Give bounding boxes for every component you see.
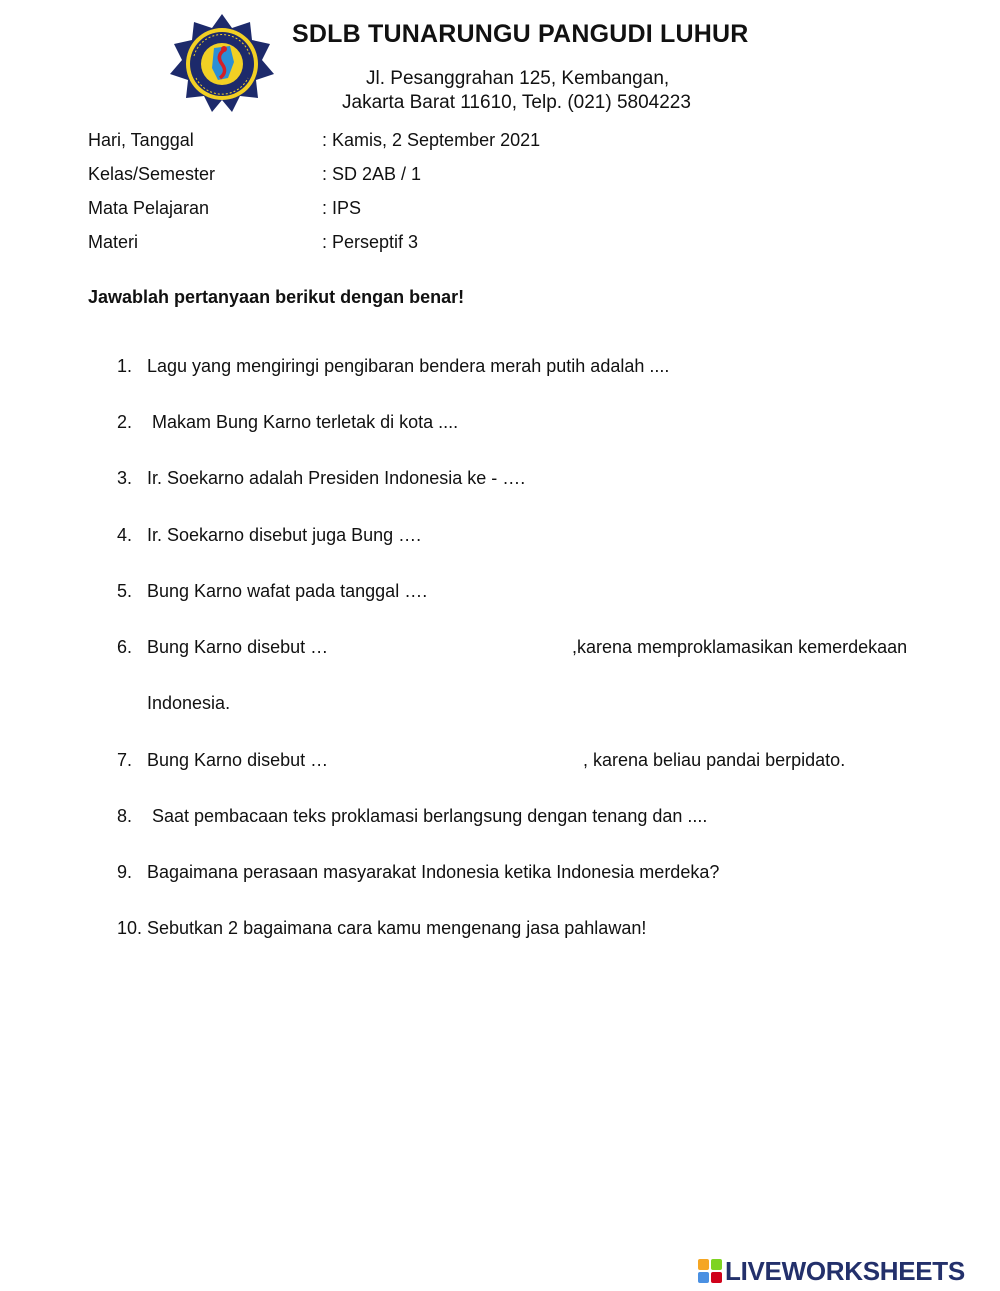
school-emblem-icon: [166, 12, 278, 116]
question-number: 5.: [117, 581, 133, 601]
school-address-line1: Jl. Pesanggrahan 125, Kembangan,: [366, 68, 670, 89]
question-number: 8.: [117, 806, 133, 826]
question-text: Saat pembacaan teks proklamasi berlangsung dengan tenang dan ....: [152, 806, 708, 826]
question-text: Sebutkan 2 bagaimana cara kamu mengenang jasa pahlawan!: [147, 918, 647, 938]
question-number: 10.: [117, 918, 143, 938]
question-number: 7.: [117, 750, 133, 770]
school-name: SDLB TUNARUNGU PANGUDI LUHUR: [292, 20, 749, 48]
school-address-line2: Jakarta Barat 11610, Telp. (021) 5804223: [342, 92, 691, 113]
question-text-after-blank: , karena beliau pandai berpidato.: [583, 750, 846, 770]
question-text: Bung Karno wafat pada tanggal ….: [147, 581, 428, 601]
question-text-after-blank: ,karena memproklamasikan kemerdekaan: [572, 637, 908, 657]
question-text: Ir. Soekarno adalah Presiden Indonesia ke - ….: [147, 468, 526, 488]
question-number: 9.: [117, 862, 133, 882]
question-text: Indonesia.: [147, 693, 231, 713]
info-label: Mata Pelajaran: [88, 198, 210, 218]
instruction-heading: Jawablah pertanyaan berikut dengan benar!: [88, 287, 465, 307]
question-text: Bung Karno disebut …: [147, 637, 329, 657]
info-label: Materi: [88, 232, 139, 252]
info-label: Kelas/Semester: [88, 164, 216, 184]
question-text: Lagu yang mengiringi pengibaran bendera merah putih adalah ....: [147, 356, 670, 376]
question-text: Bagaimana perasaan masyarakat Indonesia ketika Indonesia merdeka?: [147, 862, 720, 882]
info-value: : IPS: [322, 198, 362, 218]
info-value: : SD 2AB / 1: [322, 164, 422, 184]
question-number: 1.: [117, 356, 133, 376]
info-value: : Kamis, 2 September 2021: [322, 130, 541, 150]
question-number: 2.: [117, 412, 133, 432]
question-text: Ir. Soekarno disebut juga Bung ….: [147, 525, 422, 545]
question-number: 4.: [117, 525, 133, 545]
info-label: Hari, Tanggal: [88, 130, 194, 150]
info-value: : Perseptif 3: [322, 232, 419, 252]
question-number: 6.: [117, 637, 133, 657]
liveworksheets-logo-icon: [698, 1259, 722, 1283]
question-text: Makam Bung Karno terletak di kota ....: [152, 412, 459, 432]
watermark-text: LIVEWORKSHEETS: [725, 1256, 965, 1286]
question-text: Bung Karno disebut …: [147, 750, 329, 770]
question-number: 3.: [117, 468, 133, 488]
